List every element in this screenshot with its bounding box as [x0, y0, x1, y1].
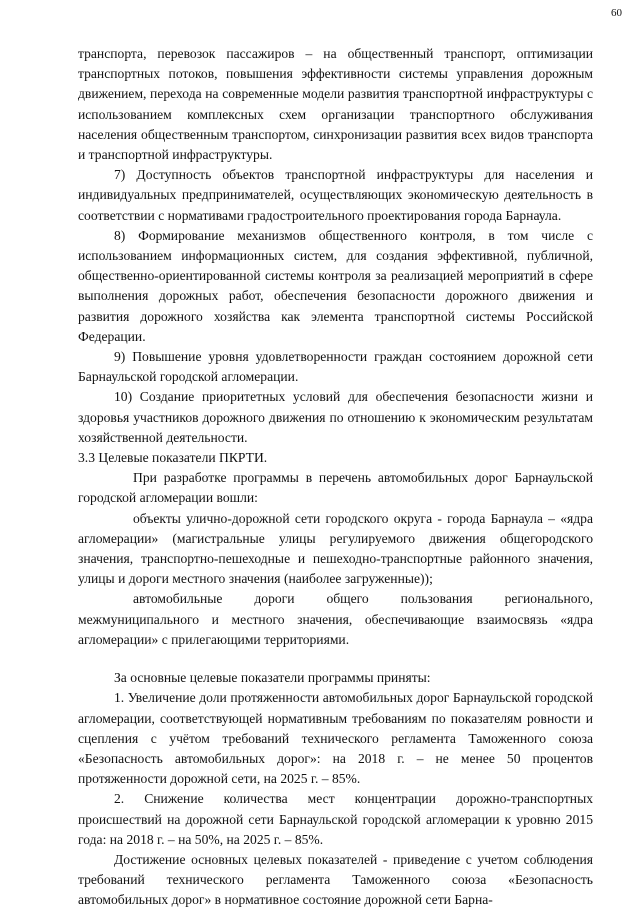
paragraph-item-9: 9) Повышение уровня удовлетворенности граждан состоянием дорожной сети Барнаульской городской агломерации.	[78, 349, 593, 385]
paragraph-city-roads: объекты улично-дорожной сети городского округа - города Барнаула – «ядра агломерации» (магистральные улицы регулируемого движения общегородского значения, транспортно-пешеходные и пешеходно-транспортные районного значения, улицы и дороги местного значения (наиболее загруженные));	[78, 510, 593, 587]
document-body	[78, 44, 593, 911]
paragraph-targets-intro: За основные целевые показатели программы приняты:	[114, 670, 431, 686]
paragraph-gap	[78, 650, 593, 668]
paragraph-regional-roads: автомобильные дороги общего пользования регионального, межмуниципального и местного значения, обеспечивающие взаимосвязь «ядра агломерации» с прилегающими территориями.	[78, 591, 593, 647]
page-number: 60	[611, 7, 622, 19]
section-heading: 3.3 Целевые показатели ПКРТИ.	[78, 450, 268, 466]
paragraph-program-intro: При разработке программы в перечень автомобильных дорог Барнаульской городской агломерации вошли:	[78, 470, 593, 506]
paragraph-item-8: 8) Формирование механизмов общественного контроля, в том числе с использованием информационных систем, для создания эффективной, публичной, общественно-ориентированной системы контроля за реализацией мероприятий в сфере выполнения дорожных работ, обеспечения безопасности дорожного движения и развития дорожного хозяйства как элемента транспортной системы Российской Федерации.	[78, 227, 593, 344]
paragraph-continuation: транспорта, перевозок пассажиров – на общественный транспорт, оптимизации транспортных потоков, повышения эффективности системы управления дорожным движением, перехода на современные модели развития транспортной инфраструктуры с использованием комплексных схем организации транспортного обслуживания населения общественным транспортом, синхронизации развития всех видов транспорта и транспортной инфраструктуры.	[78, 46, 593, 163]
paragraph-target-1: 1. Увеличение доли протяженности автомобильных дорог Барнаульской городской агломерации, соответствующей нормативным требованиям по показателям ровности и сцепления с учётом требований технического регламента Таможенного союза «Безопасность автомобильных дорог»: на 2018 г. – не менее 50 процентов протяженности дорожной сети, на 2025 г. – 85%.	[78, 690, 593, 787]
paragraph-item-10: 10) Создание приоритетных условий для обеспечения безопасности жизни и здоровья участников дорожного движения по отношению к экономическим результатам хозяйственной деятельности.	[78, 389, 593, 445]
paragraph-item-7: 7) Доступность объектов транспортной инфраструктуры для населения и индивидуальных предпринимателей, осуществляющих экономическую деятельность в соответствии с нормативами градостроительного проектирования города Барнаула.	[78, 167, 593, 223]
paragraph-achievement: Достижение основных целевых показателей - приведение с учетом соблюдения требований технического регламента Таможенного союза «Безопасность автомобильных дорог» в нормативное состояние дорожной сети Барна-	[78, 851, 593, 908]
paragraph-target-2: 2. Снижение количества мест концентрации дорожно-транспортных происшествий на дорожной сети Барнаульской городской агломерации к уровню 2015 года: на 2018 г. – на 50%, на 2025 г. – 85%.	[78, 791, 593, 847]
